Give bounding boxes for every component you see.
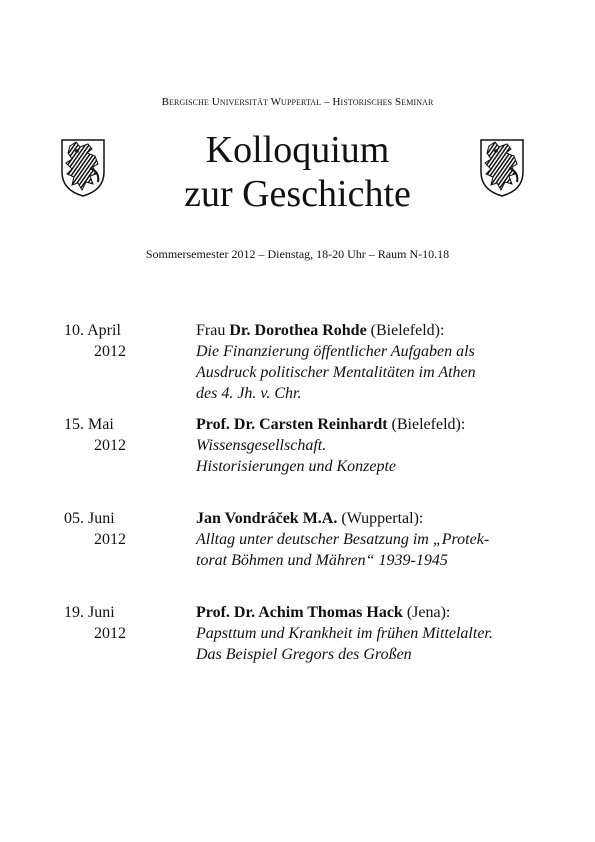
speaker-line <box>196 508 546 529</box>
institution-separator: – <box>321 96 333 108</box>
speaker-line <box>196 320 546 341</box>
event-date <box>60 320 160 362</box>
event-entry <box>60 320 550 414</box>
speaker-line <box>196 414 546 435</box>
talk-title-line: torat Böhmen und Mähren“ 1939-1945 <box>196 552 448 569</box>
talk-title <box>196 435 546 477</box>
event-day: 15. Mai <box>64 416 114 433</box>
speaker-affiliation: (Bielefeld): <box>366 322 445 339</box>
speaker-affiliation: (Jena): <box>402 604 451 621</box>
title-line-1: Kolloquium <box>205 129 390 171</box>
speaker-affiliation: (Bielefeld): <box>387 416 466 433</box>
university-name: Bergische Universität Wuppertal <box>161 96 322 108</box>
event-date <box>60 414 160 456</box>
event-details <box>196 320 546 404</box>
seminar-name: Historisches Seminar <box>332 96 434 108</box>
event-entry <box>60 602 550 696</box>
institution-header <box>0 96 595 108</box>
speaker-name: Prof. Dr. Achim Thomas Hack <box>196 604 403 621</box>
talk-title-line: Ausdruck politischer Mentalitäten im Athen <box>196 364 476 381</box>
event-details <box>196 508 546 571</box>
speaker-name: Jan Vondráček M.A. <box>196 510 338 527</box>
event-day: 05. Juni <box>64 510 115 527</box>
event-date <box>60 508 160 550</box>
semester-info: Sommersemester 2012 – Dienstag, 18-20 Uhr – Raum N-10.18 <box>145 247 450 261</box>
speaker-name: Dr. Dorothea Rohde <box>229 322 367 339</box>
event-day: 10. April <box>64 322 121 339</box>
speaker-prefix: Frau <box>196 322 230 339</box>
speaker-affiliation: (Wuppertal): <box>337 510 424 527</box>
talk-title-line: des 4. Jh. v. Chr. <box>196 385 302 402</box>
talk-title-line: Das Beispiel Gregors des Großen <box>196 646 412 663</box>
talk-title-line: Die Finanzierung öffentlicher Aufgaben als <box>196 343 475 360</box>
event-details <box>196 602 546 665</box>
event-year: 2012 <box>94 531 126 548</box>
event-year: 2012 <box>94 625 126 642</box>
talk-title <box>196 623 546 665</box>
event-entry <box>60 414 550 508</box>
event-schedule <box>60 320 550 696</box>
talk-title-line: Papsttum und Krankheit im frühen Mittelalter. <box>196 625 493 642</box>
talk-title <box>196 341 546 404</box>
event-year: 2012 <box>94 437 126 454</box>
speaker-line <box>196 602 546 623</box>
event-date <box>60 602 160 644</box>
talk-title <box>196 529 546 571</box>
title-line-2: zur Geschichte <box>184 173 411 215</box>
talk-title-line: Historisierungen und Konzepte <box>196 458 396 475</box>
speaker-name: Prof. Dr. Carsten Reinhardt <box>196 416 388 433</box>
talk-title-line: Alltag unter deutscher Besatzung im „Protek- <box>196 531 490 548</box>
event-day: 19. Juni <box>64 604 115 621</box>
event-details <box>196 414 546 477</box>
page-title <box>0 128 595 216</box>
event-entry <box>60 508 550 602</box>
talk-title-line: Wissensgesellschaft. <box>196 437 327 454</box>
event-year: 2012 <box>94 343 126 360</box>
